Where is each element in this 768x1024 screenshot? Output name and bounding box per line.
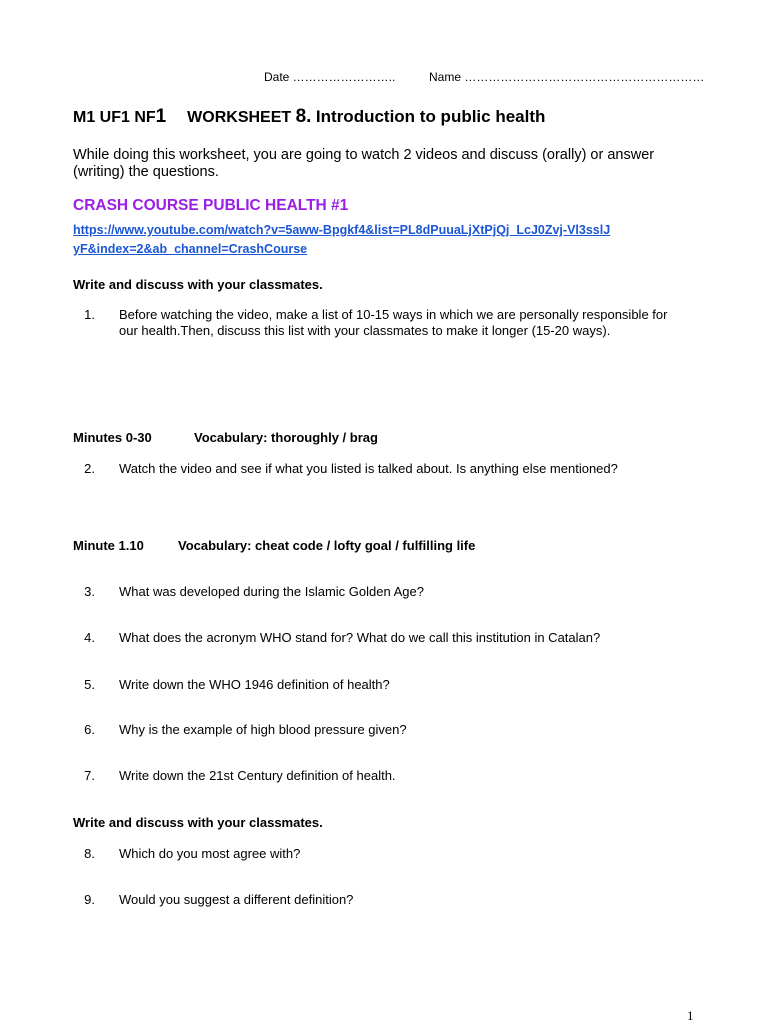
question-text: Would you suggest a different definition? xyxy=(119,892,354,907)
question-text: What was developed during the Islamic Golden Age? xyxy=(119,584,424,599)
question-number: 6. xyxy=(84,722,95,737)
vocabulary-heading: Vocabulary: cheat code / lofty goal / fulfilling life xyxy=(178,538,476,553)
course-title: CRASH COURSE PUBLIC HEALTH #1 xyxy=(73,197,349,214)
question-number: 3. xyxy=(84,584,95,599)
vocabulary-heading: Vocabulary: thoroughly / brag xyxy=(194,430,378,445)
minutes-heading: Minute 1.10 xyxy=(73,538,144,553)
question-number: 4. xyxy=(84,630,95,645)
question-number: 5. xyxy=(84,677,95,692)
question-number: 7. xyxy=(84,768,95,783)
minutes-heading: Minutes 0-30 xyxy=(73,430,152,445)
title-code: M1 UF1 NF xyxy=(73,109,156,126)
question-text: What does the acronym WHO stand for? What do we call this institution in Catalan? xyxy=(119,630,601,645)
question-number: 2. xyxy=(84,461,95,476)
section-heading: Write and discuss with your classmates. xyxy=(73,815,323,830)
question-text: Watch the video and see if what you listed is talked about. Is anything else mentioned? xyxy=(119,461,618,476)
course-link[interactable]: https://www.youtube.com/watch?v=5aww-Bpgkf4&list=PL8dPuuaLjXtPjQj_LcJ0Zvj-Vl3sslJyF&index=2&ab_channel=CrashCourse xyxy=(73,223,611,256)
title-number: 8. xyxy=(295,106,312,127)
page-number: 1 xyxy=(687,1008,694,1023)
section-heading: Write and discuss with your classmates. xyxy=(73,277,323,292)
title-name: Introduction to public health xyxy=(315,107,546,126)
question-text: Why is the example of high blood pressure given? xyxy=(119,722,407,737)
question-text: Write down the WHO 1946 definition of health? xyxy=(119,677,390,692)
intro-text: While doing this worksheet, you are going to watch 2 videos and discuss (orally) or answer (writing) the questions. xyxy=(73,147,655,180)
page-title xyxy=(73,106,545,128)
title-worksheet: WORKSHEET xyxy=(187,109,292,126)
name-field: Name …………………………………………………… xyxy=(429,70,705,84)
question-text: Before watching the video, make a list of 10-15 ways in which we are personally responsible for our health.Then, discuss this list with your classmates to make it longer (15-20 ways). xyxy=(119,307,668,338)
question-text: Write down the 21st Century definition of health. xyxy=(119,768,396,783)
title-code-number: 1 xyxy=(155,106,167,127)
question-text: Which do you most agree with? xyxy=(119,846,301,861)
question-number: 8. xyxy=(84,846,95,861)
question-number: 9. xyxy=(84,892,95,907)
question-number: 1. xyxy=(84,307,95,322)
date-field: Date …………………….. xyxy=(264,70,396,84)
